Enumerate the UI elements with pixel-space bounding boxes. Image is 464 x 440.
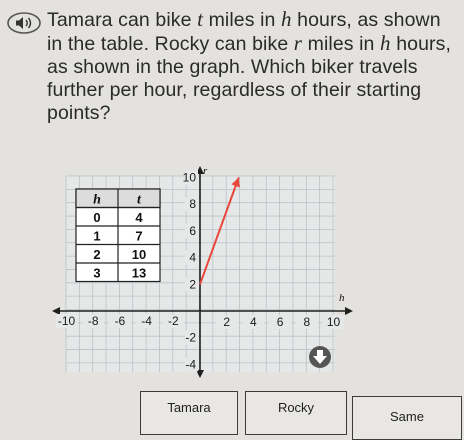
table-cell: 7: [135, 228, 143, 244]
x-tick-label: -10: [57, 314, 76, 328]
answer-same-button[interactable]: [352, 396, 462, 440]
y-tick-label: 6: [189, 223, 196, 238]
x-axis-label: h: [339, 292, 345, 304]
table-cell: 1: [93, 228, 101, 244]
y-tick-label: 8: [189, 197, 196, 212]
table-cell: 10: [131, 246, 147, 262]
variable-h: h: [380, 31, 391, 55]
variable-r: r: [293, 31, 303, 55]
x-tick-label: 6: [276, 315, 284, 329]
table-cell: 13: [131, 265, 147, 281]
x-axis-arrow-right: [345, 307, 353, 315]
x-tick-label: 10: [326, 315, 341, 329]
x-tick-label: -4: [141, 314, 152, 328]
x-tick-label: 4: [250, 315, 257, 329]
y-tick-label: 4: [189, 250, 196, 265]
x-tick-label: 8: [303, 315, 311, 329]
y-tick-label: -4: [185, 357, 196, 372]
x-tick-label: -6: [114, 314, 126, 328]
variable-t: t: [197, 7, 204, 31]
value-table: [76, 189, 160, 282]
answer-label: Same: [390, 408, 424, 424]
question-part: Tamara can bike: [47, 9, 192, 31]
x-tick-label: 2: [223, 315, 231, 329]
question-part: hours, as shown in the graph. Which biker travels further per hour, regardless of their starting points?: [47, 33, 451, 124]
answer-label: Tamara: [167, 399, 211, 415]
table-cell: 4: [135, 209, 143, 225]
table-cell: 0: [93, 209, 101, 225]
y-tick-label: 2: [189, 277, 196, 292]
table-cell: 2: [93, 246, 101, 262]
table-header-cell: h: [93, 192, 101, 208]
question-part: miles in: [208, 9, 276, 31]
y-tick-label: 10: [182, 170, 196, 185]
download-button[interactable]: [309, 346, 331, 368]
y-axis-label: r: [203, 165, 208, 177]
table-header-cell: t: [137, 192, 141, 208]
x-tick-label: -8: [87, 314, 99, 328]
answer-rocky-button[interactable]: [245, 391, 347, 435]
table-cell: 3: [93, 265, 101, 281]
y-tick-label: -2: [185, 330, 196, 345]
answer-tamara-button[interactable]: [140, 391, 238, 435]
variable-h: h: [281, 7, 292, 31]
x-tick-label: -2: [167, 314, 179, 328]
question-part: miles in: [307, 33, 375, 55]
question-part: hours, as shown in the table. Rocky can bike: [47, 9, 441, 55]
answer-label: Rocky: [277, 399, 315, 415]
